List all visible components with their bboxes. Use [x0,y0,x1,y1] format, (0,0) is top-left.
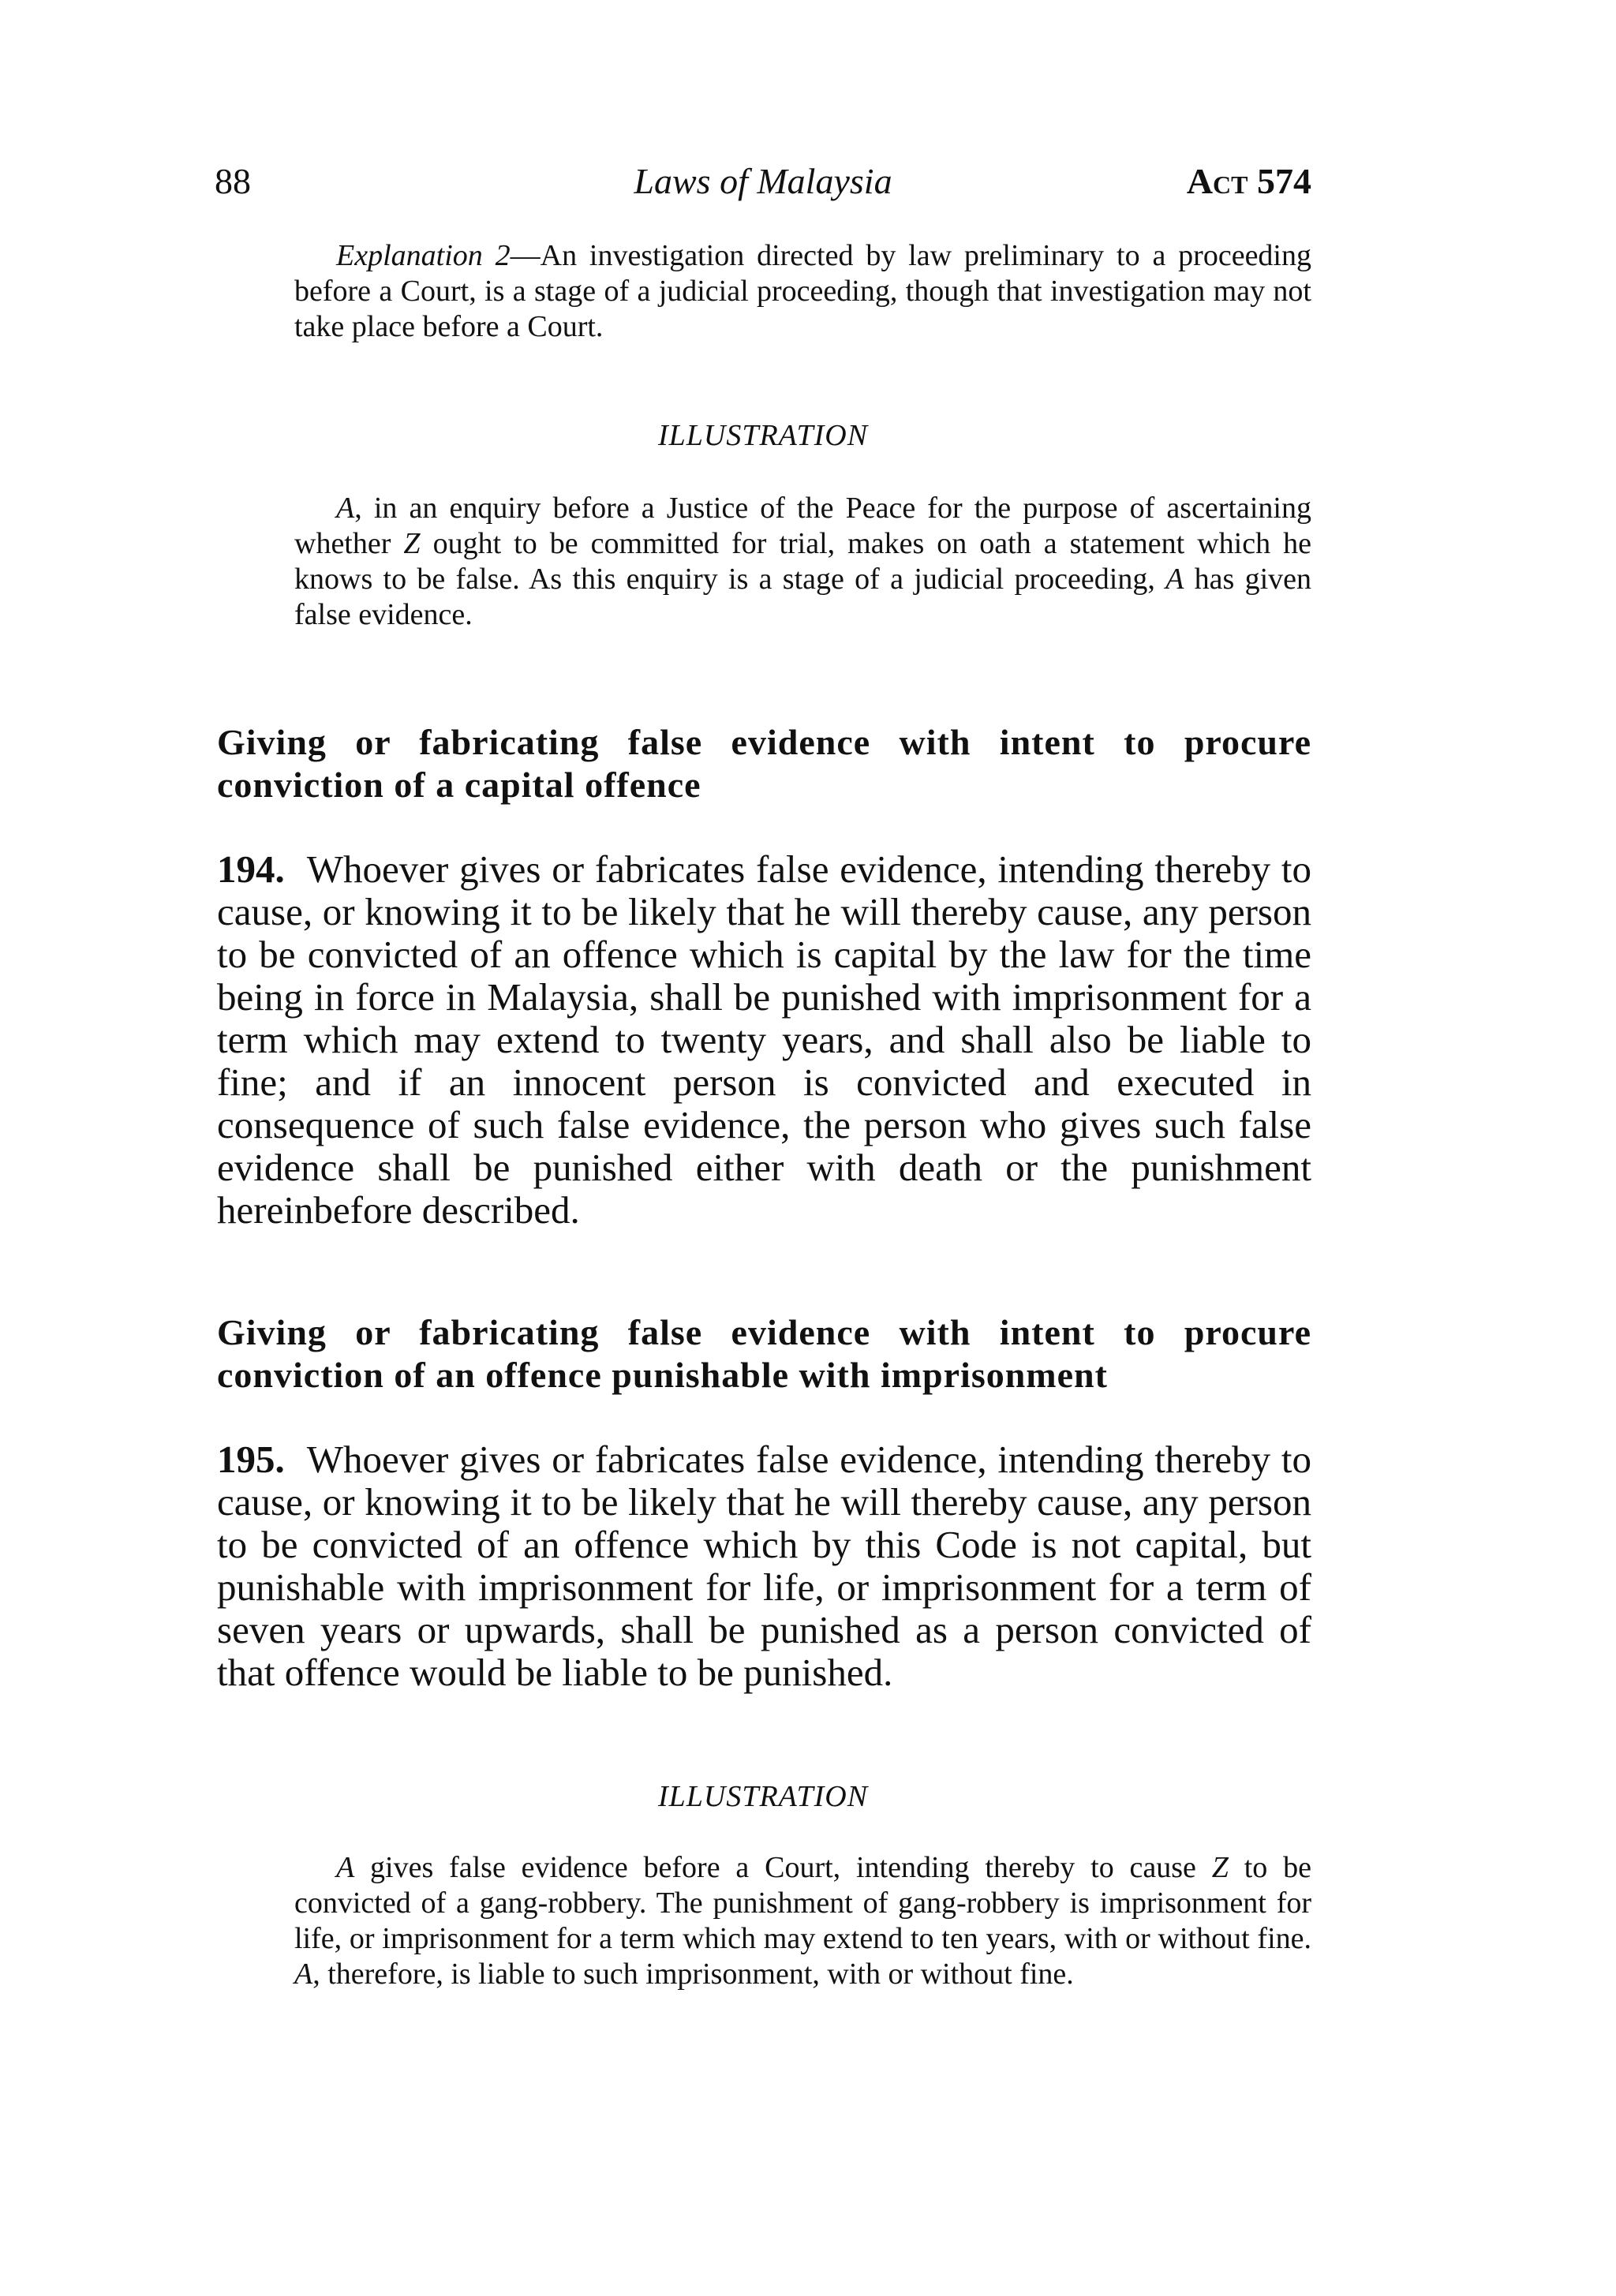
section-194-heading: Giving or fabricating false evidence with intent to procure conviction of a capital offence [217,722,1311,805]
explanation-paragraph [294,238,1311,345]
section-195-text: Whoever gives or fabricates false evidence, intending thereby to cause, or knowing it to be likely that he will thereby cause, any person to be convicted of an offence which by this Code is not capital, but punishable with imprisonment for life, or imprisonment for a term of seven years or upwards, shall be punished as a person convicted of that offence would be liable to be punished. [217,1438,1311,1694]
section-194-text: Whoever gives or fabricates false evidence, intending thereby to cause, or knowing it to be likely that he will thereby cause, any person to be convicted of an offence which is capital by the law for the time being in force in Malaysia, shall be punished with imprisonment for a term which may extend to twenty years, and shall also be liable to fine; and if an innocent person is convicted and executed in consequence of such false evidence, the person who gives such false evidence shall be punished either with death or the punishment hereinbefore described. [217,847,1311,1232]
act-number: 574 [1257,161,1311,201]
illustration-2-text-a: gives false evidence before a Court, intending thereby to cause [354,1851,1212,1884]
illustration-2-party-a: A [336,1851,355,1884]
illustration-1-text-b: ought to be committed for trial, makes on oath a statement which he knows to be false. As this enquiry is a stage of a judicial proceeding, [294,527,1311,596]
illustration-2-party-z: Z [1211,1851,1229,1884]
section-194-number: 194. [217,847,285,891]
illustration-paragraph-2 [294,1850,1311,1992]
illustration-2-text-c: , therefore, is liable to such imprisonment, with or without fine. [312,1958,1074,1991]
illustration-paragraph-1 [294,491,1311,633]
explanation-text: —An investigation directed by law preliminary to a proceeding before a Court, is a stage of a judicial proceeding, though that investigation may not take place before a Court. [294,239,1311,343]
section-195-body [217,1438,1311,1694]
section-195-number: 195. [217,1438,285,1481]
explanation-label: Explanation 2 [336,239,511,272]
page-number: 88 [215,161,251,201]
illustration-heading-1: ILLUSTRATION [657,419,869,452]
illustration-1-text-a: , in an enquiry before a Justice of the Peace for the purpose of ascertaining whether [294,492,1311,560]
document-title: Laws of Malaysia [634,161,892,201]
section-195-heading: Giving or fabricating false evidence with intent to procure conviction of an offence punishable with imprisonment [217,1312,1311,1395]
illustration-heading-2: ILLUSTRATION [657,1780,869,1813]
illustration-1-text-c: has given false evidence. [294,563,1311,631]
illustration-2-party-a2: A [294,1958,313,1991]
section-194-body [217,848,1311,1232]
act-label: Act [1186,161,1248,201]
illustration-1-party-z: Z [403,527,421,560]
illustration-1-party-a: A [336,492,355,525]
act-reference [1187,156,1311,207]
illustration-1-party-a2: A [1165,563,1184,596]
running-header [215,156,1311,207]
illustration-2-text-b: to be convicted of a gang-robbery. The punishment of gang-robbery is imprisonment for life, or imprisonment for a term which may extend to ten years, with or without fine. [294,1851,1311,1955]
